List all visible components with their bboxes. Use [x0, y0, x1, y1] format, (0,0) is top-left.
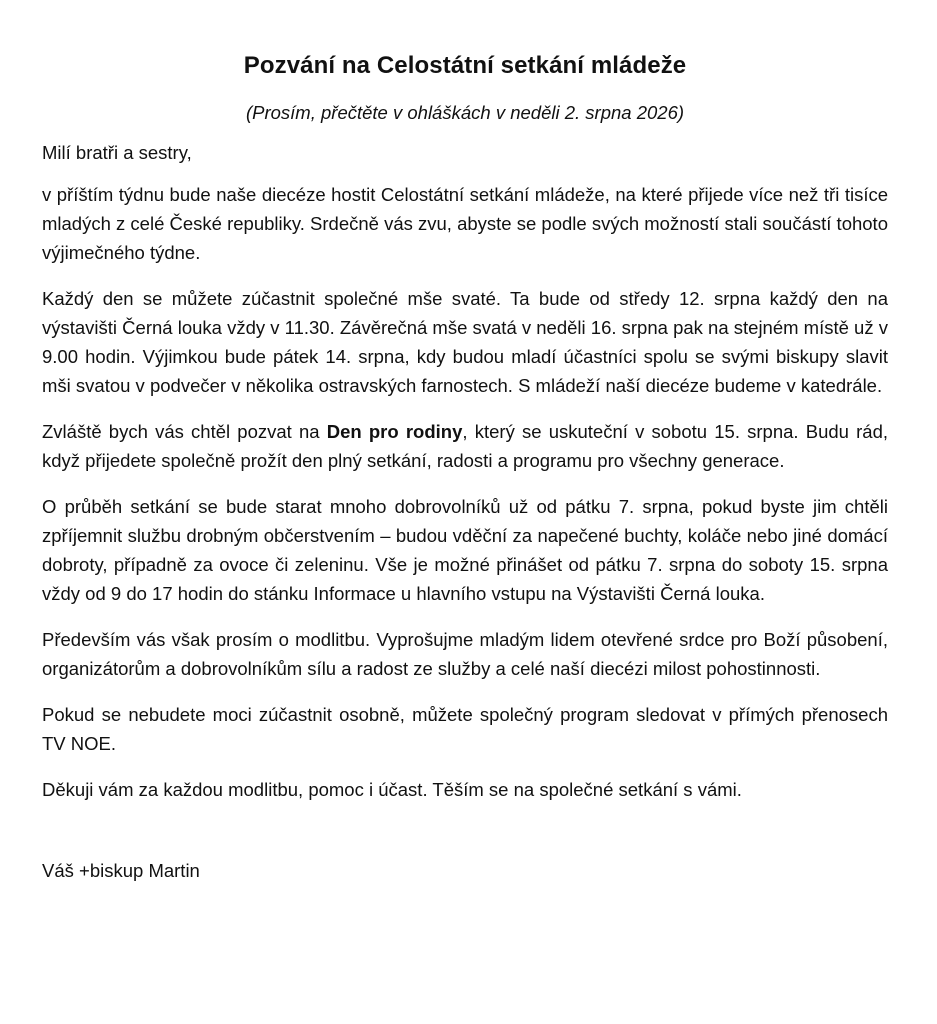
paragraph-tv-broadcast: Pokud se nebudete moci zúčastnit osobně, můžete společný program sledovat v přímých přenosech TV NOE.: [42, 704, 888, 754]
paragraph-prayer: Především vás však prosím o modlitbu. Vyprošujme mladým lidem otevřené srdce pro Boží působení, organizátorům a dobrovolníkům sílu a radost ze služby a celé naší diecézi milost pohostinnosti.: [42, 629, 888, 679]
family-day-highlight: Den pro rodiny: [326, 421, 463, 442]
family-day-text-after: , který se uskuteční v sobotu 15. srpna. Budu rád, když přijedete společně prožít den plný setkání, radosti a programu pro všechny generace.: [42, 421, 889, 471]
family-day-text-before: Zvláště bych vás chtěl pozvat na: [42, 421, 327, 442]
paragraph-thanks: Děkuji vám za každou modlitbu, pomoc i účast. Těším se na společné setkání s vámi.: [42, 779, 742, 800]
paragraph-family-day: [42, 417, 888, 475]
greeting: Milí bratři a sestry,: [42, 142, 192, 163]
paragraph-masses: Každý den se můžete zúčastnit společné mše svaté. Ta bude od středy 12. srpna každý den na výstavišti Černá louka vždy v 11.30. Závěrečná mše svatá v neděli 16. srpna pak na stejném místě už v 9.00 hodin. Výjimkou bude pátek 14. srpna, kdy budou mladí účastníci spolu se svými biskupy slavit mši svatou v podvečer v několika ostravských farnostech. S mládeží naší diecéze budeme v katedrále.: [42, 288, 888, 396]
paragraph-volunteers: O průběh setkání se bude starat mnoho dobrovolníků už od pátku 7. srpna, pokud byste jim chtěli zpříjemnit službu drobným občerstvením – budou vděční za napečené buchty, koláče nebo jiné domácí dobroty, případně za ovoce či zeleninu. Vše je možné přinášet od pátku 7. srpna do soboty 15. srpna vždy od 9 do 17 hodin do stánku Informace u hlavního vstupu na Výstavišti Černá louka.: [42, 496, 888, 604]
letter-subtitle: (Prosím, přečtěte v ohláškách v neděli 2. srpna 2026): [245, 102, 685, 123]
signature: Váš +biskup Martin: [42, 860, 200, 881]
letter-title: Pozvání na Celostátní setkání mládeže: [243, 52, 687, 79]
paragraph-invitation: v příštím týdnu bude naše diecéze hostit Celostátní setkání mládeže, na které přijede více než tři tisíce mladých z celé České republiky. Srdečně vás zvu, abyste se podle svých možností stali součástí tohoto výjimečného týdne.: [42, 184, 888, 263]
letter-page: [42, 50, 888, 885]
